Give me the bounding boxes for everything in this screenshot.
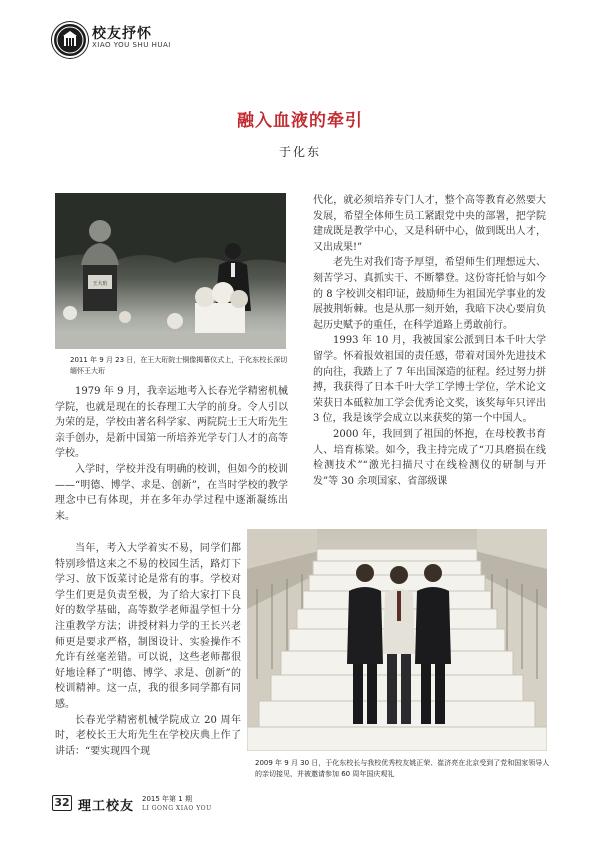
paragraph: 2000 年，我回到了祖国的怀抱，在母校教书育人、培育栋梁。如今，我主持完成了“刀具磨损在线检测技术”“激光扫描尺寸在线检测仪的研制与开发”等 30 余项国家、省部级课 xyxy=(313,428,546,487)
statue-ceremony-photo xyxy=(55,193,286,349)
paragraph: 老先生对我们寄予厚望，希望师生们理想远大、刻苦学习、真抓实干、不断攀登。这份寄托恰与如今的 8 字校训交相印证，鼓励师生为祖国光学事业的发展披荆斩棘。也是从那一刻开始，我暗下决心要肩负起历史赋予的重任，在科学道路上勇敢前行。 xyxy=(313,257,546,331)
paragraph: 当年，考入大学着实不易，同学们都特别珍惜这来之不易的校园生活，路灯下学习、放下饭菜讨论是常有的事。学校对学生们更是负责至极，为了给大家打下良好的数学基础，高等数学老师温学恒十分注重教学方法；讲授材料力学的王长兴老师更是要求严格，制图设计、实验操作不允许有丝毫差错。可以说，这些老师都很好地诠释了“明德、博学、求是、创新”的校训精神。这一点，我的很多同学都有同感。 xyxy=(55,543,241,710)
staircase-group-photo xyxy=(247,529,547,751)
photo-caption-1: 2011 年 9 月 23 日，在王大珩院士铜像揭幕仪式上，于化东校长深切缅怀王大珩 xyxy=(70,356,288,375)
left-column-text-a xyxy=(55,384,288,524)
paragraph: 入学时，学校并没有明确的校训，但如今的校训——“明德、博学、求是、创新”，在当时学校的教学理念中已有体现，并在多年办学过程中逐渐凝练出来。 xyxy=(55,463,288,522)
paragraph: 长春光学精密机械学院成立 20 周年时，老校长王大珩先生在学校庆典上作了讲话：“要实现四个现 xyxy=(55,714,241,757)
page-number: 32 xyxy=(52,795,72,811)
article-author: 于化东 xyxy=(278,145,321,159)
paragraph: 1979 年 9 月，我幸运地考入长春光学精密机械学院，也就是现在的长春理工大学的前身。令人引以为荣的是，学校由著名科学家、两院院士王大珩先生亲手创办，是新中国第一所培养光学专门人才的高等学校。 xyxy=(55,386,288,460)
magazine-pinyin: LI GONG XIAO YOU xyxy=(142,805,212,812)
plaque-text: 王大珩 xyxy=(92,281,108,287)
paragraph: 1993 年 10 月，我被国家公派到日本千叶大学留学。怀着报效祖国的责任感，带着对国外先进技术的向往，我踏上了 7 年出国深造的征程。经过努力拼搏，我获得了日本千叶大学工学博士学位，学术论文荣获日本砥粒加工学会优秀论文奖，该奖每年只评出 3 位，我是该学会成立以来获奖的第一个中国人。 xyxy=(313,335,546,425)
magazine-brand: 理工校友 xyxy=(78,799,135,814)
paragraph: 代化，就必须培养专门人才，整个高等教育必然要大发展，希望全体师生员工紧跟党中央的部署，把学院建成既是教学中心，又是科研中心，做到既出人才，又出成果!” xyxy=(313,195,546,253)
right-column-text xyxy=(313,193,546,489)
photo-caption-2: 2009 年 9 月 30 日，于化东校长与我校优秀校友姚正荣、崔济亮在北京受到了党和国家领导人的亲切接见，并被邀请参加 60 周年国庆观礼 xyxy=(255,759,550,778)
article-title: 融入血液的牵引 xyxy=(237,111,363,131)
column-title: 校友抒怀 xyxy=(92,26,152,42)
left-column-text-b xyxy=(55,541,241,759)
university-seal-icon xyxy=(52,22,88,58)
column-pinyin: XIAO YOU SHU HUAI xyxy=(92,41,171,49)
issue-label: 2015 年第 1 期 xyxy=(142,795,192,803)
